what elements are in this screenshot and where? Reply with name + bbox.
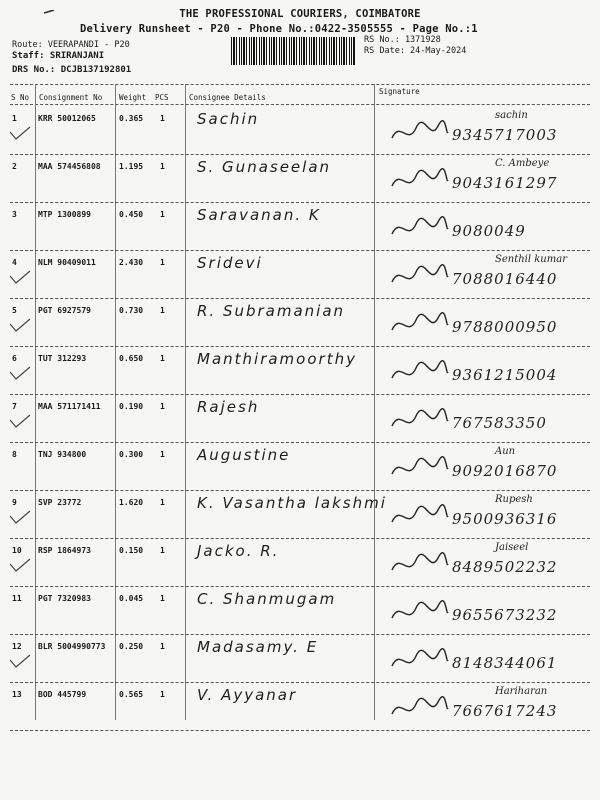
- signature-name: Aun: [495, 446, 516, 457]
- table-row: [0, 492, 600, 540]
- row-sno: 11: [12, 594, 22, 603]
- row-weight: 0.300: [119, 450, 144, 459]
- row-divider: [10, 394, 590, 395]
- row-divider: [10, 442, 590, 443]
- signature-phone: 9655673232: [452, 606, 558, 624]
- table-row: [0, 540, 600, 588]
- row-consignee: Jacko. R.: [197, 542, 280, 560]
- signature-cell: [380, 252, 595, 300]
- row-consignment: RSP 1864973: [38, 546, 91, 555]
- row-sno: 4: [12, 258, 17, 267]
- row-consignee: Sachin: [197, 110, 260, 128]
- row-weight: 0.150: [119, 546, 144, 555]
- route-label: Route: VEERAPANDI - P20: [12, 40, 130, 50]
- row-consignee: Manthiramoorthy: [197, 350, 357, 368]
- signature-phone: 9092016870: [452, 462, 558, 480]
- row-pcs: 1: [160, 498, 165, 507]
- row-consignment: NLM 90409011: [38, 258, 96, 267]
- row-consignment: MTP 1300899: [38, 210, 91, 219]
- col-sno: S No: [11, 93, 30, 102]
- signature-scribble-icon: [390, 358, 450, 388]
- col-signature: Signature: [379, 87, 420, 96]
- signature-scribble-icon: [390, 598, 450, 628]
- row-pcs: 1: [160, 546, 165, 555]
- barcode: [231, 37, 355, 65]
- signature-phone: 9043161297: [452, 174, 558, 192]
- row-pcs: 1: [160, 450, 165, 459]
- checkmark-icon: [8, 270, 32, 284]
- staff-label: Staff: SRIRANJANI: [12, 51, 105, 61]
- row-consignment: MAA 571171411: [38, 402, 101, 411]
- row-divider: [10, 154, 590, 155]
- col-pcs: PCS: [155, 93, 169, 102]
- row-divider: [10, 586, 590, 587]
- row-sno: 9: [12, 498, 17, 507]
- signature-scribble-icon: [390, 118, 450, 148]
- signature-phone: 9500936316: [452, 510, 558, 528]
- row-sno: 8: [12, 450, 17, 459]
- checkmark-icon: [8, 318, 32, 332]
- row-divider: [10, 682, 590, 683]
- signature-scribble-icon: [390, 550, 450, 580]
- table-row: [0, 684, 600, 732]
- checkmark-icon: [8, 558, 32, 572]
- signature-scribble-icon: [390, 310, 450, 340]
- row-pcs: 1: [160, 162, 165, 171]
- row-divider: [10, 298, 590, 299]
- signature-name: Hariharan: [495, 686, 548, 697]
- signature-phone: 9080049: [452, 222, 526, 240]
- row-consignee: Sridevi: [197, 254, 263, 272]
- signature-name: Senthil kumar: [495, 254, 567, 265]
- signature-cell: [380, 588, 595, 636]
- table-row: [0, 156, 600, 204]
- row-sno: 12: [12, 642, 22, 651]
- signature-cell: [380, 540, 595, 588]
- signature-scribble-icon: [390, 694, 450, 724]
- signature-scribble-icon: [390, 406, 450, 436]
- row-weight: 0.730: [119, 306, 144, 315]
- row-pcs: 1: [160, 690, 165, 699]
- table-row: [0, 204, 600, 252]
- table-row: [0, 348, 600, 396]
- row-consignment: SVP 23772: [38, 498, 82, 507]
- signature-name: sachin: [495, 110, 528, 121]
- checkmark-icon: [8, 654, 32, 668]
- rs-date: RS Date: 24-May-2024: [364, 46, 467, 56]
- signature-phone: 767583350: [452, 414, 547, 432]
- signature-name: Rupesh: [495, 494, 533, 505]
- signature-scribble-icon: [390, 646, 450, 676]
- row-consignment: BOD 445799: [38, 690, 87, 699]
- row-weight: 0.365: [119, 114, 144, 123]
- row-consignee: Madasamy. E: [197, 638, 319, 656]
- row-weight: 1.620: [119, 498, 144, 507]
- signature-name: C. Ambeye: [495, 158, 550, 169]
- row-consignment: PGT 7320983: [38, 594, 91, 603]
- row-pcs: 1: [160, 594, 165, 603]
- row-consignee: S. Gunaseelan: [197, 158, 332, 176]
- signature-phone: 9361215004: [452, 366, 558, 384]
- row-divider: [10, 538, 590, 539]
- row-weight: 0.045: [119, 594, 144, 603]
- row-weight: 0.565: [119, 690, 144, 699]
- row-sno: 7: [12, 402, 17, 411]
- signature-cell: [380, 108, 595, 156]
- col-consignment: Consignment No: [39, 93, 103, 102]
- row-pcs: 1: [160, 210, 165, 219]
- row-consignee: Rajesh: [197, 398, 260, 416]
- row-divider: [10, 202, 590, 203]
- checkmark-icon: [8, 414, 32, 428]
- signature-phone: 8489502232: [452, 558, 558, 576]
- row-weight: 0.250: [119, 642, 144, 651]
- table-row: [0, 396, 600, 444]
- row-pcs: 1: [160, 354, 165, 363]
- signature-name: Jaiseel: [495, 542, 529, 553]
- row-divider: [10, 346, 590, 347]
- row-weight: 0.650: [119, 354, 144, 363]
- row-weight: 1.195: [119, 162, 144, 171]
- table-row: [0, 252, 600, 300]
- signature-cell: [380, 684, 595, 732]
- row-weight: 2.430: [119, 258, 144, 267]
- drs-label: DRS No.: DCJB137192801: [12, 65, 132, 75]
- row-consignment: TNJ 934800: [38, 450, 87, 459]
- table-row: [0, 300, 600, 348]
- signature-scribble-icon: [390, 454, 450, 484]
- checkmark-icon: [8, 126, 32, 140]
- row-sno: 1: [12, 114, 17, 123]
- row-sno: 13: [12, 690, 22, 699]
- col-weight: Weight: [119, 93, 147, 102]
- signature-phone: 8148344061: [452, 654, 558, 672]
- company-name: THE PROFESSIONAL COURIERS, COIMBATORE: [179, 8, 421, 20]
- header-divider: [10, 84, 590, 85]
- column-header-divider: [10, 104, 590, 105]
- row-consignee: K. Vasantha lakshmi: [197, 494, 387, 512]
- col-consignee: Consignee Details: [189, 93, 266, 102]
- signature-cell: [380, 300, 595, 348]
- signature-phone: 7667617243: [452, 702, 558, 720]
- row-consignment: KRR 50012065: [38, 114, 96, 123]
- row-sno: 10: [12, 546, 22, 555]
- signature-cell: [380, 204, 595, 252]
- table-row: [0, 588, 600, 636]
- signature-phone: 9788000950: [452, 318, 558, 336]
- row-weight: 0.450: [119, 210, 144, 219]
- checkmark-icon: [8, 510, 32, 524]
- checkmark-icon: [8, 366, 32, 380]
- signature-scribble-icon: [390, 214, 450, 244]
- row-sno: 3: [12, 210, 17, 219]
- signature-scribble-icon: [390, 502, 450, 532]
- signature-phone: 7088016440: [452, 270, 558, 288]
- row-sno: 5: [12, 306, 17, 315]
- row-pcs: 1: [160, 258, 165, 267]
- signature-cell: [380, 492, 595, 540]
- signature-scribble-icon: [390, 166, 450, 196]
- signature-cell: [380, 396, 595, 444]
- row-divider: [10, 250, 590, 251]
- row-pcs: 1: [160, 306, 165, 315]
- row-consignee: C. Shanmugam: [197, 590, 337, 608]
- row-consignment: TUT 312293: [38, 354, 87, 363]
- row-consignee: R. Subramanian: [197, 302, 346, 320]
- row-pcs: 1: [160, 642, 165, 651]
- signature-scribble-icon: [390, 262, 450, 292]
- signature-cell: [380, 348, 595, 396]
- rs-number: RS No.: 1371928: [364, 35, 441, 45]
- runsheet-title: Delivery Runsheet - P20 - Phone No.:0422-3505555 - Page No.:1: [80, 23, 478, 35]
- row-divider: [10, 634, 590, 635]
- row-consignee: Augustine: [197, 446, 291, 464]
- signature-phone: 9345717003: [452, 126, 558, 144]
- row-pcs: 1: [160, 402, 165, 411]
- table-row: [0, 636, 600, 684]
- row-pcs: 1: [160, 114, 165, 123]
- signature-cell: [380, 156, 595, 204]
- row-consignment: PGT 6927579: [38, 306, 91, 315]
- table-row: [0, 108, 600, 156]
- row-consignment: BLR 5004990773: [38, 642, 106, 651]
- signature-cell: [380, 636, 595, 684]
- row-consignee: Saravanan. K: [197, 206, 321, 224]
- row-sno: 6: [12, 354, 17, 363]
- row-consignment: MAA 574456808: [38, 162, 101, 171]
- row-sno: 2: [12, 162, 17, 171]
- row-weight: 0.190: [119, 402, 144, 411]
- row-divider: [10, 730, 590, 731]
- table-row: [0, 444, 600, 492]
- row-divider: [10, 490, 590, 491]
- row-consignee: V. Ayyanar: [197, 686, 298, 704]
- signature-cell: [380, 444, 595, 492]
